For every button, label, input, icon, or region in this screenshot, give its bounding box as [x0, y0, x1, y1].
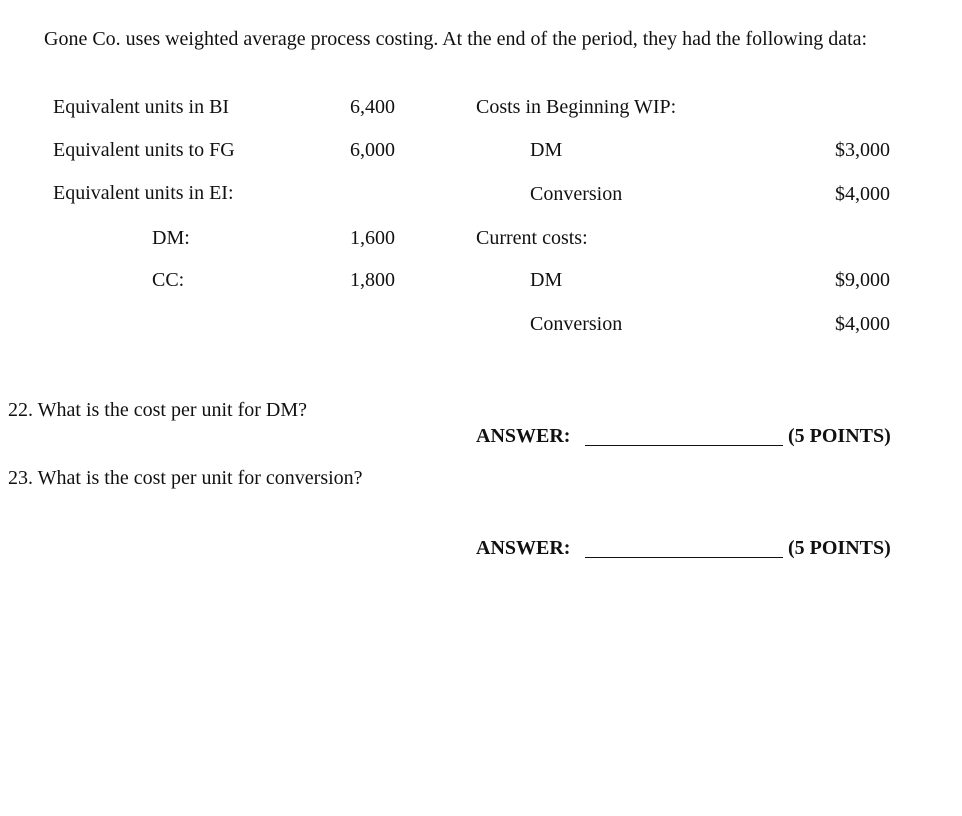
- equivalent-units-bi-value: 6,400: [350, 96, 395, 118]
- current-conversion-label: Conversion: [530, 313, 623, 335]
- question-23-points: (5 POINTS): [788, 537, 891, 559]
- ei-cc-value: 1,800: [350, 269, 395, 291]
- equivalent-units-bi-label: Equivalent units in BI: [53, 96, 230, 118]
- cropped-previous-line: [60, 0, 580, 3]
- current-dm-label: DM: [530, 269, 563, 291]
- question-22-answer-label: ANSWER:: [476, 425, 571, 447]
- ei-cc-label: CC:: [152, 269, 185, 291]
- question-22-answer-blank[interactable]: [585, 445, 783, 446]
- ei-dm-value: 1,600: [350, 227, 395, 249]
- beginning-dm-label: DM: [530, 139, 563, 161]
- ei-dm-label: DM:: [152, 227, 190, 249]
- equivalent-units-fg-label: Equivalent units to FG: [53, 139, 235, 161]
- current-conversion-value: $4,000: [835, 313, 890, 335]
- beginning-conversion-value: $4,000: [835, 183, 890, 205]
- question-23-text: 23. What is the cost per unit for conversion?: [8, 467, 363, 489]
- question-22-text: 22. What is the cost per unit for DM?: [8, 399, 308, 421]
- equivalent-units-fg-value: 6,000: [350, 139, 395, 161]
- intro-paragraph: Gone Co. uses weighted average process costing. At the end of the period, they had the following data:: [44, 28, 868, 50]
- current-costs-header: Current costs:: [476, 227, 588, 249]
- beginning-wip-header: Costs in Beginning WIP:: [476, 96, 677, 118]
- question-23-answer-blank[interactable]: [585, 557, 783, 558]
- equivalent-units-ei-label: Equivalent units in EI:: [53, 182, 234, 204]
- beginning-conversion-label: Conversion: [530, 183, 623, 205]
- current-dm-value: $9,000: [835, 269, 890, 291]
- beginning-dm-value: $3,000: [835, 139, 890, 161]
- question-22-points: (5 POINTS): [788, 425, 891, 447]
- question-23-answer-label: ANSWER:: [476, 537, 571, 559]
